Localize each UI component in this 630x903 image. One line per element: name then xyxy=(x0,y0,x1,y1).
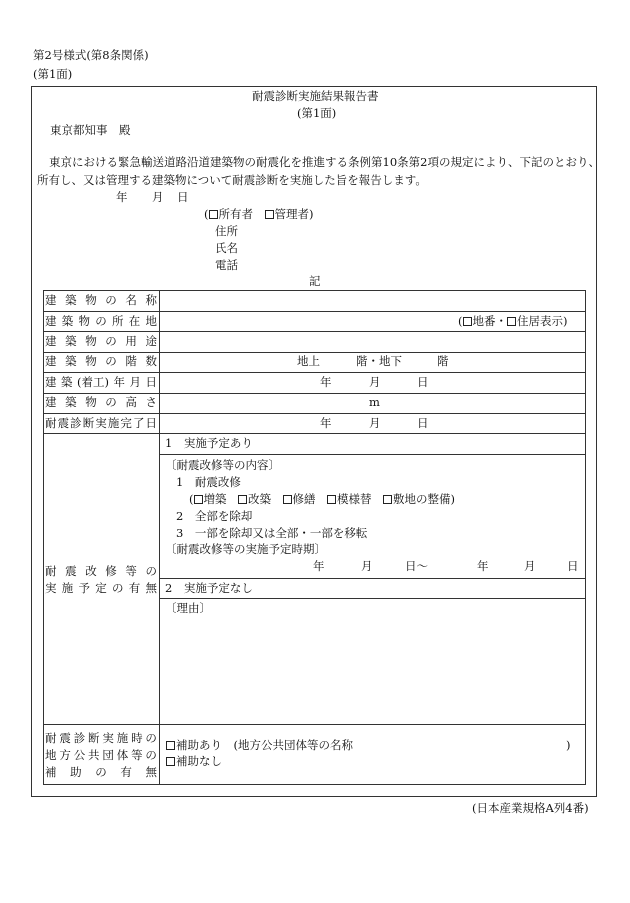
schedule-year-to: 年 xyxy=(477,559,489,573)
subsidy-label-line-3: 補 助 の 有 無 xyxy=(45,765,157,779)
lot-number-label: 地番・ xyxy=(472,314,507,328)
ki-mark: 記 xyxy=(309,274,321,288)
retrofit-item-2: 2 全部を除却 xyxy=(176,509,253,523)
building-usage-label: 建 築 物 の 用 途 xyxy=(45,334,157,348)
applicant-type: ( 所有者 管理者) xyxy=(204,207,314,221)
retrofit-item-3: 3 一部を除却又は全部・一部を移転 xyxy=(176,526,368,540)
subsidy-yes xyxy=(166,740,353,752)
construction-month: 月 xyxy=(369,375,381,389)
manager-option-label: 管理者 xyxy=(274,207,309,221)
retrofit-content-header: 〔耐震改修等の内容〕 xyxy=(165,458,280,472)
retrofit-schedule-header: 〔耐震改修等の実施予定時期〕 xyxy=(165,542,326,556)
schedule-day-from: 日～ xyxy=(405,559,428,573)
addressee: 東京都知事 殿 xyxy=(50,123,131,137)
retrofit-item-1: 1 耐震改修 xyxy=(176,475,241,489)
diagnosis-date-label: 耐 震 診 断 実 施 完 了 日 xyxy=(45,416,157,430)
location-note xyxy=(458,316,568,328)
floors-below-unit: 階 xyxy=(437,354,449,368)
site-improvement-checkbox[interactable] xyxy=(383,495,392,504)
floors-above-label: 地上 xyxy=(297,354,320,368)
lot-number-checkbox[interactable] xyxy=(463,317,472,326)
subsidy-no-label: 補助なし xyxy=(176,754,222,768)
construction-day: 日 xyxy=(417,375,429,389)
subsidy-label-line-1: 耐 震 診 断 実 施 時 の xyxy=(45,731,157,745)
date-month: 月 xyxy=(152,190,164,204)
retrofit-label-line-1: 耐 震 改 修 等 の xyxy=(45,564,157,578)
construction-date-label: 建 築 (着工) 年 月 日 xyxy=(45,375,157,389)
residence-label: 住居表示) xyxy=(517,314,568,328)
body-line-1: 東京における緊急輸送道路沿道建築物の耐震化を推進する条例第10条第2項の規定により、下記のとおり、 xyxy=(49,155,600,169)
retrofit-reason: 〔理由〕 xyxy=(165,601,211,615)
subsidy-label-line-2: 地 方 公 共 団 体 等 の xyxy=(45,748,157,762)
form-subtitle: (第1面) xyxy=(297,106,337,120)
phone-label: 電話 xyxy=(215,258,238,272)
subsidy-yes-label: 補助あり (地方公共団体等の名称 xyxy=(176,738,353,752)
date-day: 日 xyxy=(177,190,189,204)
repair-label: 修繕 xyxy=(292,492,316,506)
retrofit-label-line-2: 実 施 予 定 の 有 無 xyxy=(45,581,157,595)
address-label: 住所 xyxy=(215,224,238,238)
manager-checkbox[interactable] xyxy=(265,210,274,219)
remodel-checkbox[interactable] xyxy=(327,495,336,504)
location-note-open: ( xyxy=(458,314,463,328)
footer-standard: (日本産業規格A列4番) xyxy=(472,801,589,815)
height-unit: m xyxy=(369,395,380,409)
owner-option-label: 所有者 xyxy=(218,207,253,221)
label-column-divider xyxy=(159,290,160,785)
floors-mid-label: 階・地下 xyxy=(356,354,402,368)
diagnosis-month: 月 xyxy=(369,416,381,430)
repair-checkbox[interactable] xyxy=(283,495,292,504)
subsidy-yes-checkbox[interactable] xyxy=(166,741,175,750)
schedule-month-from: 月 xyxy=(361,559,373,573)
schedule-year-from: 年 xyxy=(313,559,325,573)
schedule-day-to: 日 xyxy=(567,559,579,573)
diagnosis-day: 日 xyxy=(417,416,429,430)
date-year: 年 xyxy=(116,190,128,204)
page-label: (第1面) xyxy=(33,67,73,81)
retrofit-planned: 1 実施予定あり xyxy=(165,436,253,450)
schedule-month-to: 月 xyxy=(524,559,536,573)
rebuild-checkbox[interactable] xyxy=(238,495,247,504)
diagnosis-year: 年 xyxy=(320,416,332,430)
name-label: 氏名 xyxy=(215,241,238,255)
rebuild-label: 改築 xyxy=(248,492,271,506)
residence-checkbox[interactable] xyxy=(507,317,516,326)
construction-year: 年 xyxy=(320,375,332,389)
building-name-label: 建 築 物 の 名 称 xyxy=(45,293,157,307)
retrofit-options xyxy=(189,494,455,506)
subsidy-no-checkbox[interactable] xyxy=(166,757,175,766)
owner-checkbox[interactable] xyxy=(209,210,218,219)
building-location-label: 建 築 物 の 所 在 地 xyxy=(45,314,157,328)
form-number: 第2号様式(第8条関係) xyxy=(33,48,149,62)
subsidy-yes-close: ) xyxy=(566,738,571,752)
body-line-2: 所有し、又は管理する建築物について耐震診断を実施した旨を報告します。 xyxy=(37,173,427,187)
remodel-label: 模様替 xyxy=(337,492,372,506)
extension-checkbox[interactable] xyxy=(194,495,203,504)
building-floors-label: 建 築 物 の 階 数 xyxy=(45,354,157,368)
site-improvement-label: 敷地の整備) xyxy=(393,492,455,506)
extension-label: 増築 xyxy=(203,492,227,506)
retrofit-options-open: ( xyxy=(189,492,194,506)
subsidy-no xyxy=(166,756,222,768)
retrofit-not-planned: 2 実施予定なし xyxy=(165,581,253,595)
building-height-label: 建 築 物 の 高 さ xyxy=(45,395,157,409)
form-title: 耐震診断実施結果報告書 xyxy=(252,89,379,103)
